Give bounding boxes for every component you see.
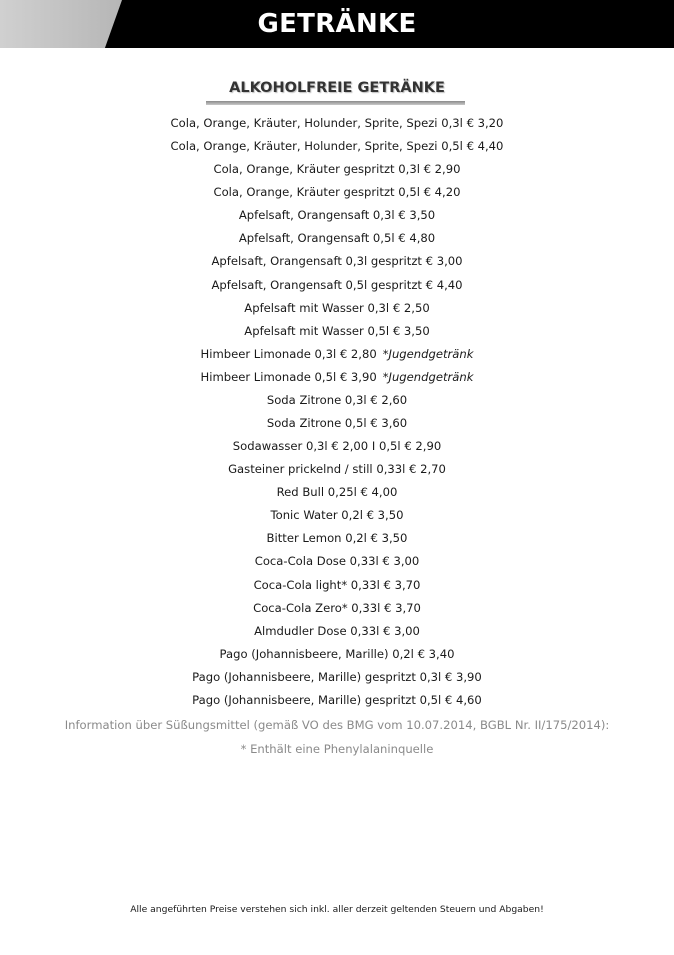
list-item: Soda Zitrone 0,3l € 2,60 (266, 392, 408, 407)
list-item: Apfelsaft mit Wasser 0,5l € 3,50 (244, 323, 430, 338)
list-item: Cola, Orange, Kräuter, Holunder, Sprite, Spezi 0,3l € 3,20 (170, 116, 504, 130)
section-title: ALKOHOLFREIE GETRÄNKE (229, 80, 445, 96)
drinks-list (0, 112, 674, 712)
list-item: Apfelsaft, Orangensaft 0,5l € 4,80 (238, 231, 436, 246)
list-item: Sodawasser 0,3l € 2,00 I 0,5l € 2,90 (232, 439, 442, 454)
list-item: Coca-Cola Dose 0,33l € 3,00 (254, 554, 420, 569)
list-item: Pago (Johannisbeere, Marille) gespritzt 0,3l € 3,90 (192, 669, 482, 684)
list-item: Pago (Johannisbeere, Marille) gespritzt 0,5l € 4,60 (192, 692, 482, 707)
list-item: Coca-Cola Zero* 0,33l € 3,70 (253, 600, 421, 615)
sweetener-info: Information über Süßungsmittel (gemäß VO des BMG vom 10.07.2014, BGBL Nr. II/175/2014): (64, 718, 610, 732)
list-item: Apfelsaft mit Wasser 0,3l € 2,50 (244, 300, 430, 315)
list-item: Cola, Orange, Kräuter gespritzt 0,5l € 4,20 (213, 185, 461, 200)
list-item: Apfelsaft, Orangensaft 0,3l gespritzt € 3,00 (211, 254, 463, 269)
page-title: GETRÄNKE (257, 9, 417, 39)
list-item: Soda Zitrone 0,5l € 3,60 (266, 416, 408, 431)
list-item: Red Bull 0,25l € 4,00 (276, 485, 398, 500)
section-underline (206, 101, 465, 105)
list-item: Apfelsaft, Orangensaft 0,5l gespritzt € 4,40 (211, 277, 463, 292)
price-footnote: Alle angeführten Preise verstehen sich inkl. aller derzeit geltenden Steuern und Abgaben! (130, 904, 544, 915)
phenylalanine-note: * Enthält eine Phenylalaninquelle (240, 742, 434, 756)
list-item: Bitter Lemon 0,2l € 3,50 (266, 531, 408, 546)
list-item: Gasteiner prickelnd / still 0,33l € 2,70 (228, 462, 446, 477)
list-item: Pago (Johannisbeere, Marille) 0,2l € 3,40 (219, 646, 455, 661)
list-item: Almdudler Dose 0,33l € 3,00 (254, 623, 420, 638)
youth-drink-note: *Jugendgetränk (382, 346, 474, 361)
list-item: Tonic Water 0,2l € 3,50 (270, 508, 404, 523)
list-item: Apfelsaft, Orangensaft 0,3l € 3,50 (238, 208, 436, 223)
list-item: Cola, Orange, Kräuter gespritzt 0,3l € 2,90 (213, 162, 461, 177)
list-item: Himbeer Limonade 0,5l € 3,90 *Jugendgetränk (200, 369, 474, 384)
list-item: Himbeer Limonade 0,3l € 2,80 *Jugendgetränk (200, 346, 474, 361)
list-item: Cola, Orange, Kräuter, Holunder, Sprite, Spezi 0,5l € 4,40 (170, 139, 504, 154)
list-item: Coca-Cola light* 0,33l € 3,70 (253, 577, 421, 592)
youth-drink-note: *Jugendgetränk (382, 369, 474, 384)
